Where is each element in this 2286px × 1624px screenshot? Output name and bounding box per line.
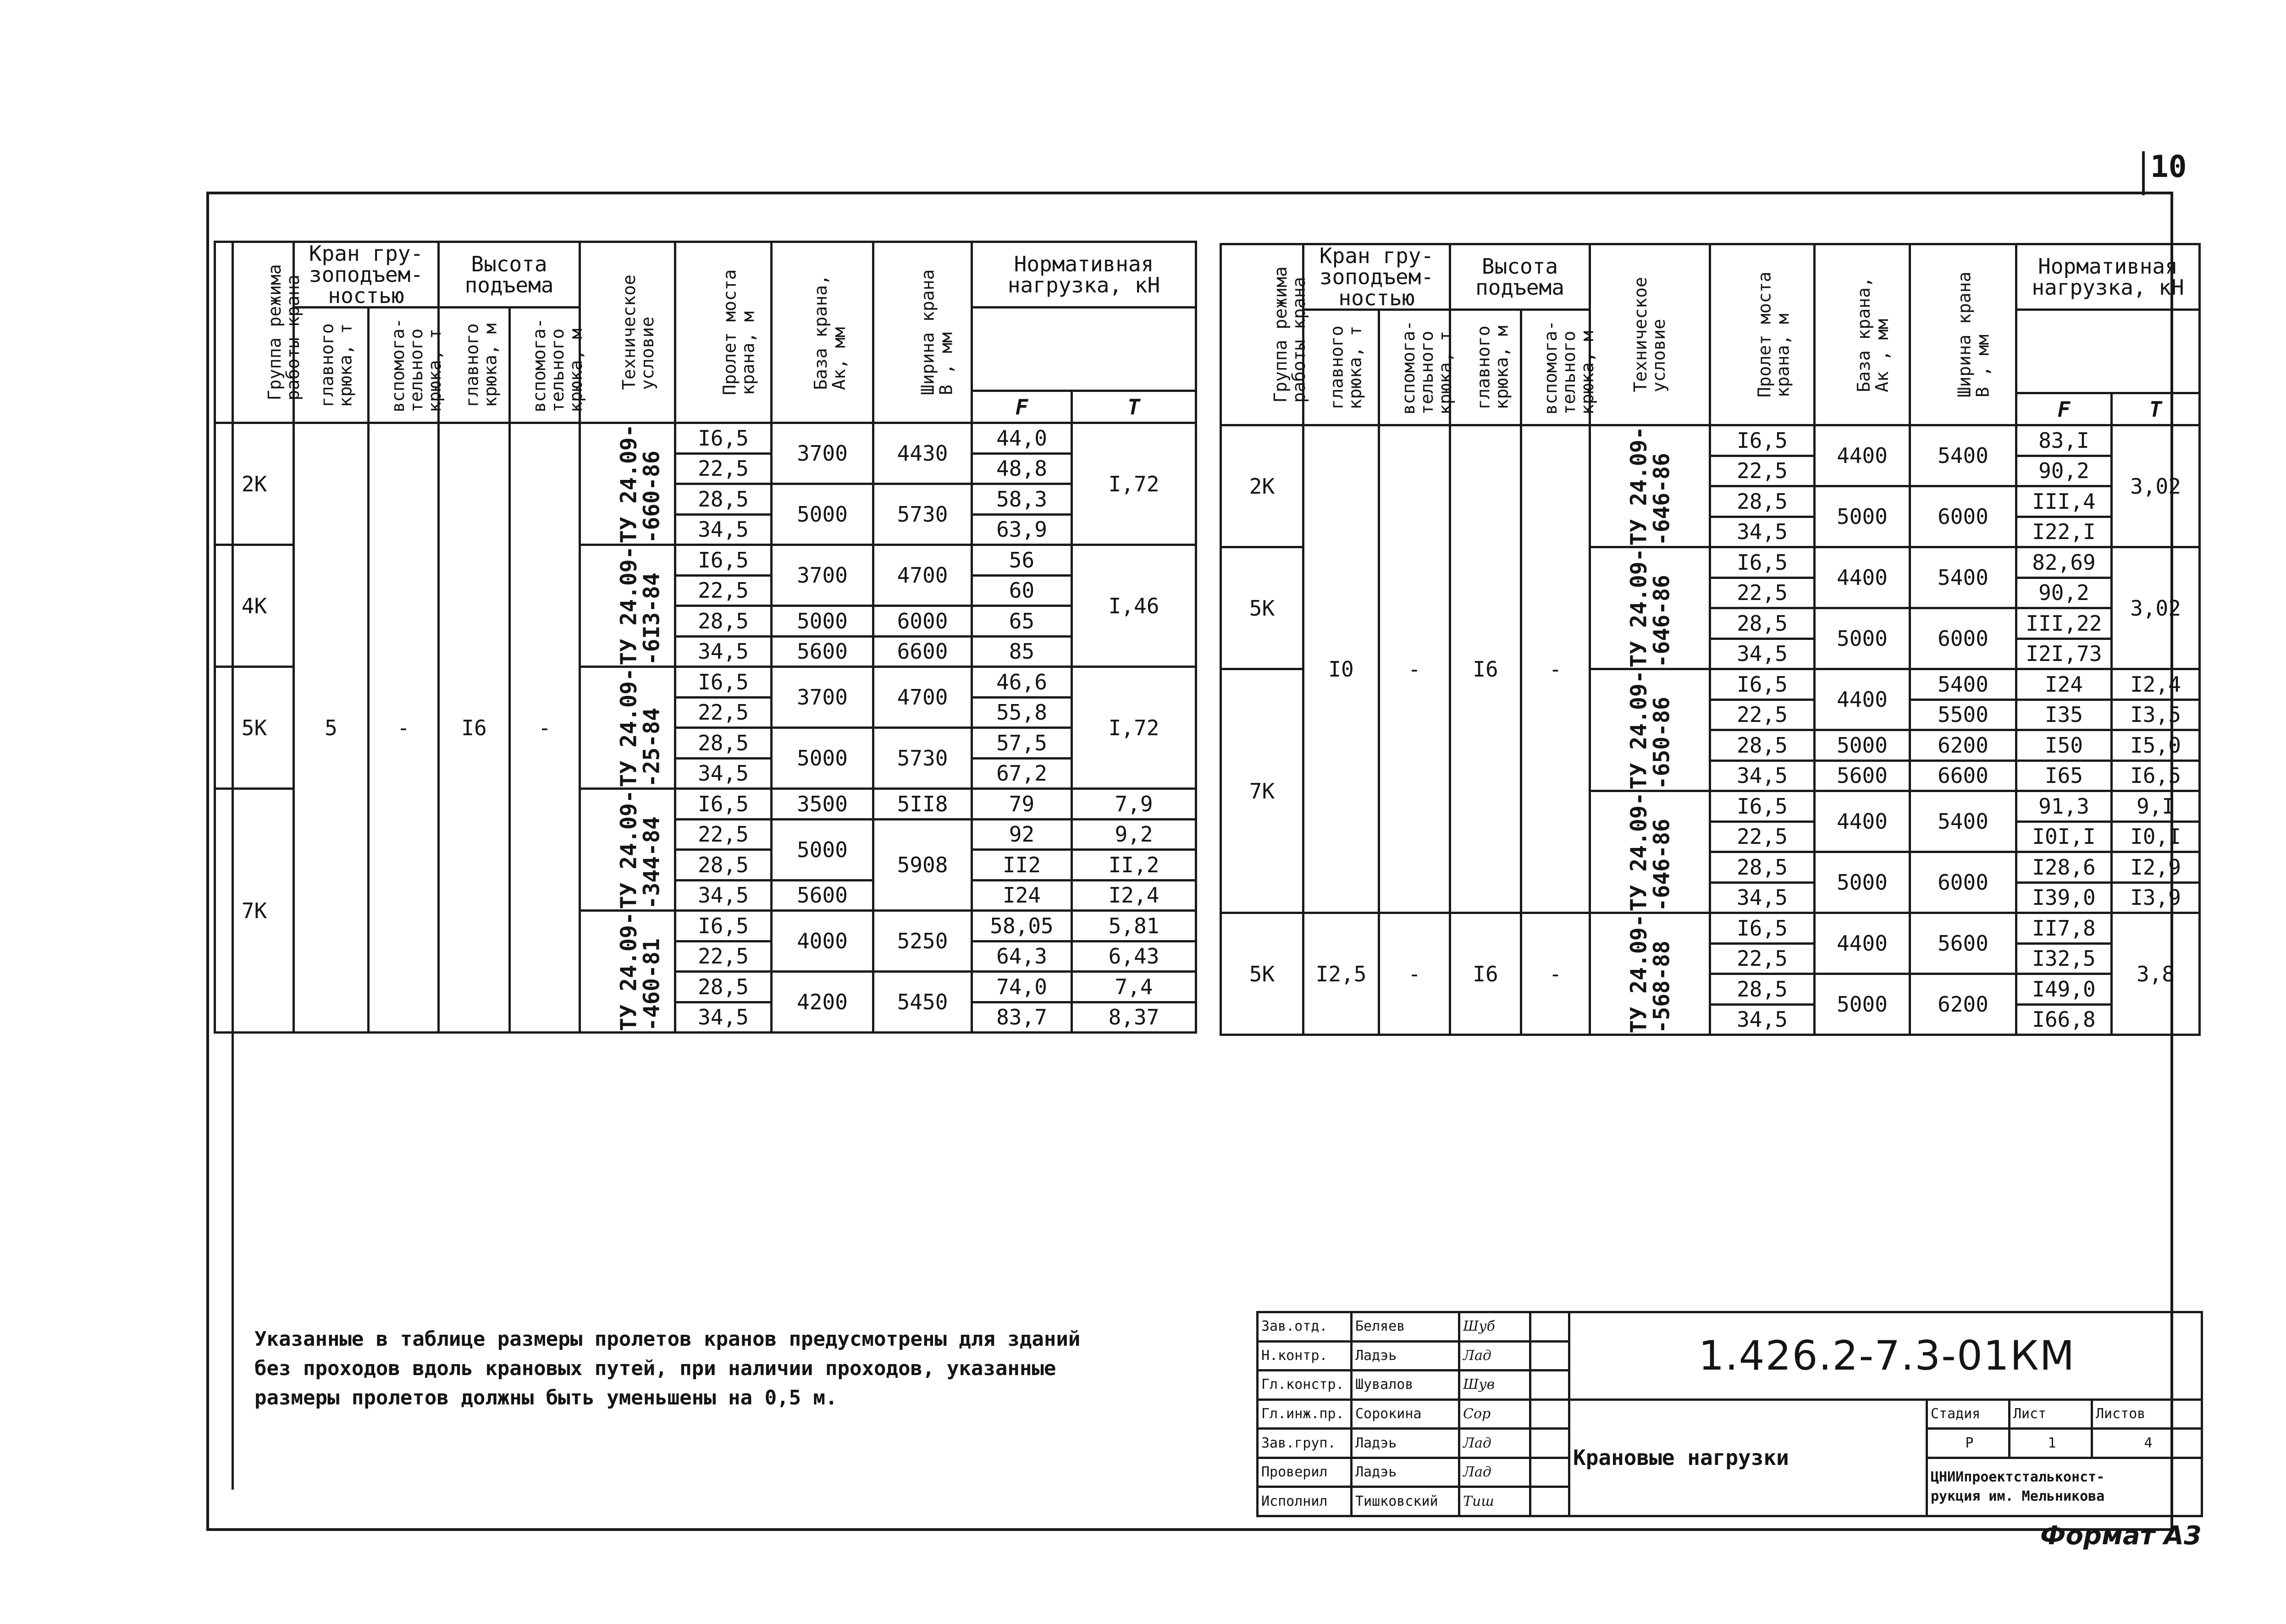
- base-cell: 5000: [772, 484, 873, 545]
- header-lift-aux-text: вспомога- тельного крюка, м: [1541, 320, 1597, 415]
- header-mode-group-text: Группа режима работы крана: [1270, 266, 1309, 403]
- base-cell: 4400: [1815, 913, 1910, 974]
- width-cell: 5400: [1910, 425, 2016, 486]
- lift-main-cell: I6: [1450, 425, 1521, 913]
- horizontal-load-cell: 3,02: [2112, 425, 2200, 547]
- span-cell: 34,5: [1710, 1004, 1815, 1035]
- lift-aux-cell: -: [1521, 913, 1590, 1035]
- header-tech-condition: [580, 242, 675, 423]
- width-cell: 4430: [873, 423, 972, 484]
- span-cell: 22,5: [675, 819, 772, 850]
- vertical-load-cell: 92: [972, 819, 1072, 850]
- format-label: Формат А3: [2040, 1521, 2202, 1551]
- mode-group-cell: 5K: [215, 667, 294, 789]
- width-cell: 5II8: [873, 789, 972, 820]
- base-cell: 4400: [1815, 791, 1910, 852]
- vertical-load-cell: I24: [2016, 669, 2112, 700]
- width-cell: 5250: [873, 911, 972, 972]
- tech-condition-cell: [580, 789, 675, 911]
- tech-condition-cell-text: ТУ 24.09- -6I3-84: [616, 546, 665, 666]
- header-mode-group: [215, 242, 303, 423]
- base-cell: 5000: [772, 819, 873, 880]
- header-horizontal-symbol: T: [1072, 391, 1196, 423]
- header-cap-aux-text: вспомога- тельного крюка, т: [1398, 320, 1455, 415]
- span-cell: I6,5: [675, 911, 772, 941]
- header-tech-condition-text: Техническое условие: [618, 275, 657, 390]
- lift-aux-cell: -: [1521, 425, 1590, 913]
- tb-name-cell: Тишковский: [1352, 1487, 1459, 1516]
- mode-group-cell: 2K: [1221, 425, 1303, 547]
- header-cap-aux-text: вспомога- тельного крюка, т: [388, 318, 445, 413]
- horizontal-load-cell: I0,I: [2112, 821, 2200, 852]
- tb-role-cell: Зав.груп.: [1258, 1429, 1352, 1458]
- header-width-text: Ширина крана В , мм: [1954, 271, 1993, 398]
- vertical-load-cell: I39,0: [2016, 882, 2112, 913]
- span-cell: 22,5: [1710, 578, 1815, 608]
- span-cell: 34,5: [675, 636, 772, 667]
- header-lift-height: Высота подъема: [1450, 244, 1590, 310]
- tb-doc-title: Крановые нагрузки: [1569, 1399, 1927, 1516]
- tb-signature-cell: Лад: [1459, 1429, 1530, 1458]
- tb-date-cell: [1530, 1312, 1569, 1342]
- span-cell: I6,5: [675, 789, 772, 820]
- header-cap-main: [294, 308, 369, 423]
- width-cell: 5600: [1910, 913, 2016, 974]
- lift-main-cell: I6: [1450, 913, 1521, 1035]
- header-base-text: База крана, Ак , мм: [1853, 277, 1892, 392]
- mode-group-cell: 4K: [215, 545, 294, 667]
- header-span-text: Пролет моста крана, м: [719, 269, 758, 396]
- base-cell: 5000: [1815, 852, 1910, 913]
- tb-doc-code: 1.426.2-7.3-01КМ: [1569, 1312, 2202, 1400]
- span-cell: 28,5: [675, 728, 772, 759]
- header-lift-main: [439, 308, 510, 423]
- tb-stage-value: Р: [1927, 1429, 2010, 1458]
- vertical-load-cell: 44,0: [972, 423, 1072, 454]
- width-cell: 6200: [1910, 974, 2016, 1035]
- span-cell: 28,5: [1710, 730, 1815, 761]
- tb-name-cell: Сорокина: [1352, 1399, 1459, 1429]
- tech-condition-cell: [580, 911, 675, 1033]
- header-normative-load: Нормативная нагрузка, кН: [972, 242, 1196, 308]
- mode-group-cell: 5K: [1221, 913, 1303, 1035]
- vertical-load-cell: 57,5: [972, 728, 1072, 759]
- span-cell: 34,5: [1710, 760, 1815, 791]
- horizontal-load-cell: 6,43: [1072, 941, 1196, 972]
- tb-date-cell: [1530, 1458, 1569, 1487]
- base-cell: 4400: [1815, 669, 1910, 730]
- base-cell: 5000: [1815, 608, 1910, 669]
- tb-signature-cell: Шув: [1459, 1371, 1530, 1400]
- header-lift-aux: [510, 308, 586, 423]
- tb-sheet-value: 1: [2010, 1429, 2092, 1458]
- header-vertical-symbol: F: [972, 391, 1072, 423]
- header-base: [1815, 244, 1910, 425]
- tech-condition-cell: [1590, 913, 1710, 1035]
- header-lift-main-text: главного крюка, м: [462, 323, 501, 407]
- header-span: [1710, 244, 1815, 425]
- header-cap-aux: [369, 308, 445, 423]
- header-lift-aux: [1521, 310, 1597, 425]
- crane-load-table-right: [1220, 243, 2201, 1036]
- cap-aux-cell: -: [1379, 425, 1450, 913]
- horizontal-load-cell: 9,I: [2112, 791, 2200, 822]
- span-cell: I6,5: [1710, 913, 1815, 944]
- tech-condition-cell-text: ТУ 24.09- -660-86: [616, 424, 665, 544]
- tech-condition-cell-text: ТУ 24.09- -344-84: [616, 790, 665, 909]
- tb-stage-label: Стадия: [1927, 1399, 2010, 1429]
- vertical-load-cell: 90,2: [2016, 456, 2112, 486]
- header-width: [1910, 244, 2016, 425]
- vertical-load-cell: 48,8: [972, 453, 1072, 484]
- vertical-load-cell: 63,9: [972, 514, 1072, 545]
- lift-main-cell: I6: [439, 423, 510, 1033]
- cap-main-cell: I0: [1303, 425, 1379, 913]
- tech-condition-cell: [1590, 669, 1710, 791]
- span-cell: I6,5: [1710, 791, 1815, 822]
- vertical-load-cell: 74,0: [972, 972, 1072, 1002]
- tech-condition-cell-text: ТУ 24.09- -568-88: [1626, 914, 1675, 1034]
- width-cell: 4700: [873, 667, 972, 728]
- header-lift-aux-text: вспомога- тельного крюка, м: [529, 318, 586, 413]
- cap-aux-cell: -: [369, 423, 439, 1033]
- span-cell: 28,5: [675, 850, 772, 881]
- span-cell: I6,5: [1710, 425, 1815, 456]
- width-cell: 6600: [873, 636, 972, 667]
- span-cell: 28,5: [675, 606, 772, 637]
- tech-condition-cell: [1590, 425, 1710, 547]
- width-cell: 4700: [873, 545, 972, 606]
- tech-condition-cell-text: ТУ 24.09- -646-86: [1626, 792, 1675, 912]
- vertical-load-cell: I24: [972, 880, 1072, 911]
- tech-condition-cell: [580, 545, 675, 667]
- header-tech-condition: [1590, 244, 1710, 425]
- span-cell: 34,5: [1710, 517, 1815, 547]
- vertical-load-cell: 60: [972, 575, 1072, 606]
- tech-condition-cell-text: ТУ 24.09- -25-84: [616, 668, 665, 787]
- tb-sheets-value: 4: [2092, 1429, 2202, 1458]
- span-cell: 22,5: [675, 453, 772, 484]
- mode-group-cell: 5K: [1221, 547, 1303, 669]
- header-lift-main-text: главного крюка, м: [1473, 325, 1512, 410]
- horizontal-load-cell: 7,9: [1072, 789, 1196, 820]
- vertical-load-cell: 58,05: [972, 911, 1072, 941]
- width-cell: 6000: [1910, 486, 2016, 547]
- tb-signature-cell: Тиш: [1459, 1487, 1530, 1516]
- tech-condition-cell-text: ТУ 24.09- -460-81: [616, 912, 665, 1031]
- header-vertical-symbol: F: [2016, 393, 2112, 425]
- tb-name-cell: Ладэь: [1352, 1341, 1459, 1371]
- vertical-load-cell: III,22: [2016, 608, 2112, 639]
- header-normative-load: Нормативная нагрузка, кН: [2016, 244, 2200, 310]
- mode-group-cell: 7K: [1221, 669, 1303, 913]
- width-cell: 5400: [1910, 669, 2016, 700]
- horizontal-load-cell: 5,81: [1072, 911, 1196, 941]
- header-span-text: Пролет моста крана, м: [1754, 271, 1793, 398]
- span-cell: 28,5: [1710, 608, 1815, 639]
- horizontal-load-cell: 3,8: [2112, 913, 2200, 1035]
- horizontal-load-cell: II,2: [1072, 850, 1196, 881]
- vertical-load-cell: II7,8: [2016, 913, 2112, 944]
- horizontal-load-cell: I3,9: [2112, 882, 2200, 913]
- cap-aux-cell: -: [1379, 913, 1450, 1035]
- tech-condition-cell: [1590, 547, 1710, 669]
- vertical-load-cell: 79: [972, 789, 1072, 820]
- lift-aux-cell: -: [510, 423, 580, 1033]
- horizontal-load-cell: 3,02: [2112, 547, 2200, 669]
- span-cell: 22,5: [1710, 456, 1815, 486]
- span-cell: 34,5: [675, 1002, 772, 1033]
- tb-date-cell: [1530, 1429, 1569, 1458]
- header-cap-main-text: главного крюка, т: [1326, 325, 1365, 410]
- tb-signature-cell: Лад: [1459, 1341, 1530, 1371]
- tb-organization: ЦНИИпроектстальконст- рукция им. Мельникова: [1927, 1458, 2202, 1516]
- header-capacity: Кран гру- зоподъем- ностью: [1303, 244, 1450, 310]
- tech-condition-cell: [580, 667, 675, 789]
- header-cap-main-text: главного крюка, т: [317, 323, 356, 407]
- header-lift-height: Высота подъема: [439, 242, 580, 308]
- width-cell: 6000: [1910, 852, 2016, 913]
- vertical-load-cell: 64,3: [972, 941, 1072, 972]
- mode-group-cell: 2K: [215, 423, 294, 545]
- tb-sheets-label: Листов: [2092, 1399, 2202, 1429]
- base-cell: 4200: [772, 972, 873, 1033]
- horizontal-load-cell: 8,37: [1072, 1002, 1196, 1033]
- span-cell: 28,5: [1710, 974, 1815, 1005]
- base-cell: 5600: [772, 636, 873, 667]
- tb-role-cell: Н.контр.: [1258, 1341, 1352, 1371]
- header-base: [772, 242, 873, 423]
- width-cell: 6200: [1910, 730, 2016, 761]
- header-width: [873, 242, 972, 423]
- vertical-load-cell: II2: [972, 850, 1072, 881]
- horizontal-load-cell: I,72: [1072, 423, 1196, 545]
- header-lift-main: [1450, 310, 1521, 425]
- vertical-load-cell: I28,6: [2016, 852, 2112, 883]
- horizontal-load-cell: I2,4: [2112, 669, 2200, 700]
- tb-role-cell: Зав.отд.: [1258, 1312, 1352, 1342]
- tb-name-cell: Ладэь: [1352, 1458, 1459, 1487]
- header-mode-group-text: Группа режима работы крана: [264, 264, 303, 401]
- vertical-load-cell: I2I,73: [2016, 639, 2112, 669]
- base-cell: 5000: [1815, 730, 1910, 761]
- width-cell: 6600: [1910, 760, 2016, 791]
- width-cell: 5400: [1910, 547, 2016, 608]
- page-number: 10: [2150, 149, 2187, 184]
- tb-signature-cell: Шуб: [1459, 1312, 1530, 1342]
- base-cell: 3700: [772, 423, 873, 484]
- width-cell: 5730: [873, 484, 972, 545]
- tech-condition-cell-text: ТУ 24.09- -650-86: [1626, 670, 1675, 790]
- span-cell: 34,5: [1710, 639, 1815, 669]
- span-cell: 28,5: [675, 484, 772, 515]
- span-cell: I6,5: [1710, 547, 1815, 578]
- span-cell: I6,5: [675, 667, 772, 698]
- span-cell: 34,5: [675, 514, 772, 545]
- horizontal-load-cell: I6,5: [2112, 760, 2200, 791]
- horizontal-load-cell: 9,2: [1072, 819, 1196, 850]
- tb-name-cell: Ладэь: [1352, 1429, 1459, 1458]
- vertical-load-cell: 67,2: [972, 758, 1072, 789]
- tb-date-cell: [1530, 1371, 1569, 1400]
- vertical-load-cell: I32,5: [2016, 943, 2112, 974]
- tb-date-cell: [1530, 1399, 1569, 1429]
- span-cell: 22,5: [1710, 821, 1815, 852]
- tb-name-cell: Беляев: [1352, 1312, 1459, 1342]
- vertical-load-cell: I50: [2016, 730, 2112, 761]
- horizontal-load-cell: I,46: [1072, 545, 1196, 667]
- tb-date-cell: [1530, 1487, 1569, 1516]
- base-cell: 3700: [772, 545, 873, 606]
- tech-condition-cell-text: ТУ 24.09- -646-86: [1626, 426, 1675, 546]
- header-tech-condition-text: Техническое условие: [1630, 277, 1669, 392]
- vertical-load-cell: 82,69: [2016, 547, 2112, 578]
- vertical-load-cell: 83,I: [2016, 425, 2112, 456]
- header-cap-main: [1303, 310, 1379, 425]
- tb-signature-cell: Сор: [1459, 1399, 1530, 1429]
- header-capacity: Кран гру- зоподъем- ностью: [294, 242, 439, 308]
- width-cell: 5400: [1910, 791, 2016, 852]
- vertical-load-cell: I22,I: [2016, 517, 2112, 547]
- base-cell: 3700: [772, 667, 873, 728]
- tb-role-cell: Исполнил: [1258, 1487, 1352, 1516]
- tech-condition-cell: [580, 423, 675, 545]
- span-cell: I6,5: [675, 423, 772, 454]
- vertical-load-cell: 46,6: [972, 667, 1072, 698]
- vertical-load-cell: I35: [2016, 699, 2112, 730]
- span-cell: 22,5: [675, 575, 772, 606]
- tb-sheet-label: Лист: [2010, 1399, 2092, 1429]
- base-cell: 5600: [772, 880, 873, 911]
- base-cell: 5000: [1815, 974, 1910, 1035]
- span-cell: 28,5: [1710, 852, 1815, 883]
- base-cell: 5000: [772, 728, 873, 789]
- base-cell: 4400: [1815, 425, 1910, 486]
- header-width-text: Ширина крана В , мм: [917, 269, 956, 396]
- span-cell: I6,5: [675, 545, 772, 576]
- tb-role-cell: Гл.инж.пр.: [1258, 1399, 1352, 1429]
- width-cell: 6000: [1910, 608, 2016, 669]
- base-cell: 5600: [1815, 760, 1910, 791]
- tb-signature-cell: Лад: [1459, 1458, 1530, 1487]
- header-cap-aux: [1379, 310, 1455, 425]
- base-cell: 4400: [1815, 547, 1910, 608]
- span-cell: 28,5: [675, 972, 772, 1002]
- horizontal-load-cell: I,72: [1072, 667, 1196, 789]
- title-block: [1256, 1311, 2203, 1517]
- vertical-load-cell: 58,3: [972, 484, 1072, 515]
- vertical-load-cell: 56: [972, 545, 1072, 576]
- horizontal-load-cell: I5,0: [2112, 730, 2200, 761]
- tb-name-cell: Шувалов: [1352, 1371, 1459, 1400]
- tb-date-cell: [1530, 1341, 1569, 1371]
- vertical-load-cell: I0I,I: [2016, 821, 2112, 852]
- mode-group-cell: 7K: [215, 789, 294, 1033]
- cap-main-cell: I2,5: [1303, 913, 1379, 1035]
- width-cell: 5730: [873, 728, 972, 789]
- vertical-load-cell: I66,8: [2016, 1004, 2112, 1035]
- width-cell: 6000: [873, 606, 972, 637]
- header-mode-group: [1221, 244, 1309, 425]
- vertical-load-cell: III,4: [2016, 486, 2112, 517]
- tb-role-cell: Проверил: [1258, 1458, 1352, 1487]
- horizontal-load-cell: I2,9: [2112, 852, 2200, 883]
- base-cell: 5000: [1815, 486, 1910, 547]
- header-horizontal-symbol: T: [2112, 393, 2200, 425]
- page-number-divider: [2142, 151, 2145, 195]
- table-note: Указанные в таблице размеры пролетов кранов предусмотрены для зданий без проходов вдоль крановых путей, при наличии проходов, указанные размеры пролетов должны быть уменьшены на 0,5 м.: [254, 1327, 1081, 1409]
- horizontal-load-cell: I2,4: [1072, 880, 1196, 911]
- tb-role-cell: Гл.констр.: [1258, 1371, 1352, 1400]
- span-cell: 22,5: [675, 941, 772, 972]
- crane-load-table-left: [214, 241, 1197, 1034]
- span-cell: 22,5: [675, 697, 772, 728]
- tech-condition-cell-text: ТУ 24.09- -646-86: [1626, 548, 1675, 668]
- tech-condition-cell: [1590, 791, 1710, 913]
- vertical-load-cell: I65: [2016, 760, 2112, 791]
- vertical-load-cell: 55,8: [972, 697, 1072, 728]
- cap-main-cell: 5: [294, 423, 369, 1033]
- span-cell: 34,5: [675, 758, 772, 789]
- vertical-load-cell: 83,7: [972, 1002, 1072, 1033]
- width-cell: 5450: [873, 972, 972, 1033]
- horizontal-load-cell: I3,5: [2112, 699, 2200, 730]
- vertical-load-cell: 85: [972, 636, 1072, 667]
- span-cell: I6,5: [1710, 669, 1815, 700]
- vertical-load-cell: 90,2: [2016, 578, 2112, 608]
- span-cell: 22,5: [1710, 699, 1815, 730]
- header-base-text: База крана, Ак, мм: [810, 275, 849, 390]
- span-cell: 34,5: [675, 880, 772, 911]
- header-span: [675, 242, 772, 423]
- span-cell: 28,5: [1710, 486, 1815, 517]
- horizontal-load-cell: 7,4: [1072, 972, 1196, 1002]
- span-cell: 34,5: [1710, 882, 1815, 913]
- vertical-load-cell: 91,3: [2016, 791, 2112, 822]
- width-cell: 5500: [1910, 699, 2016, 730]
- vertical-load-cell: I49,0: [2016, 974, 2112, 1005]
- span-cell: 22,5: [1710, 943, 1815, 974]
- base-cell: 3500: [772, 789, 873, 820]
- width-cell: 5908: [873, 819, 972, 911]
- base-cell: 5000: [772, 606, 873, 637]
- base-cell: 4000: [772, 911, 873, 972]
- vertical-load-cell: 65: [972, 606, 1072, 637]
